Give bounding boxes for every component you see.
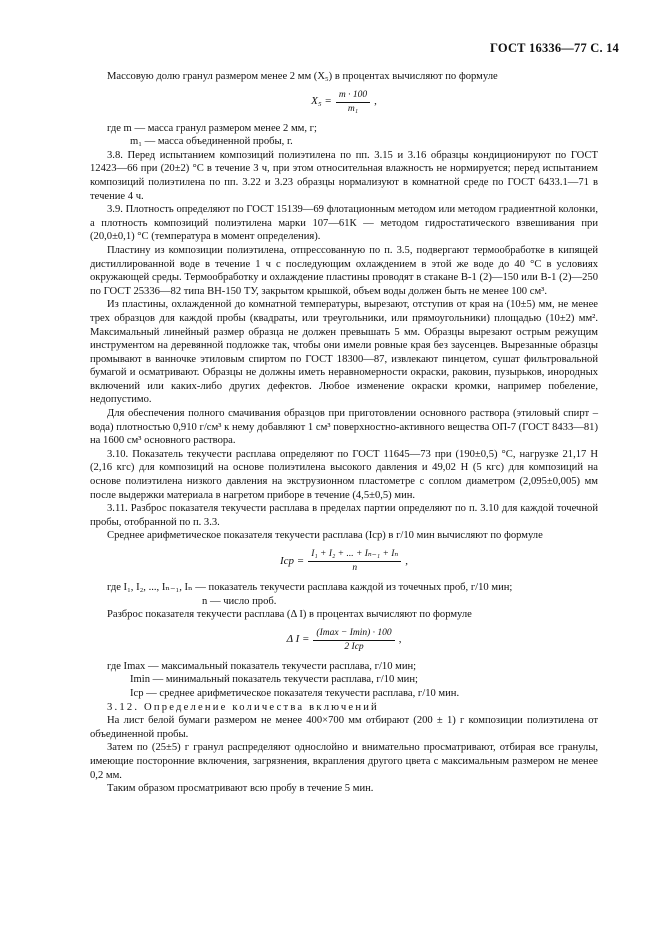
section-heading: 3.12. Определение количества включений <box>107 701 379 713</box>
numerator: I₁ + I₂ + ... + Iₙ₋₁ + Iₙ <box>308 549 401 562</box>
paragraph: Массовую долю гранул размером менее 2 мм (X₅) в процентах вычисляют по формуле <box>107 71 498 82</box>
paragraph: 3.8. Перед испытанием композиций полиэтилена по пп. 3.15 и 3.16 образцы кондиционируют по ГОСТ 12423—66 при (20±2) °С в течение 3 ч, при этом относительная влажность не нормируется; перед испытанием композиций полиэтилена по пп. 3.22 и 3.23 образцы нормализуют в комнатной среде по ГОСТ 6433.1—71 в течение 4 ч. <box>90 149 598 202</box>
paragraph: m₁ — масса объединенной пробы, г. <box>130 136 293 148</box>
formula-lhs: Δ I = <box>286 633 310 646</box>
paragraph: Затем по (25±5) г гранул распределяют однослойно и внимательно просматривают, отбирая все гранулы, имеющие посторонние включения, загрязнения, вкрапления другого цвета с максимальным размером не менее 0,2 мм. <box>90 742 598 781</box>
paragraph: где m — масса гранул размером менее 2 мм, г; <box>107 122 317 134</box>
paragraph: Пластину из композиции полиэтилена, отпрессованную по п. 3.5, подвергают термообработке в кипящей дистиллированной воде в течение 1 ч с последующим охлаждением в этой же воде до 40 °С в условиях окружающей среды. Термообработку и охлаждение пластины проводят в стакане В-1 (2)—150 или В-1 (2)—250 по ГОСТ 25336—82 типа ВН-150 ТУ, закрытом крышкой, объем воды должен быть не менее 100 см³. <box>90 244 598 297</box>
paragraph: На лист белой бумаги размером не менее 400×700 мм отбирают (200 ± 1) г композиции полиэтилена от объединенной пробы. <box>90 715 598 740</box>
paragraph: 3.9. Плотность определяют по ГОСТ 15139—69 флотационным методом или методом градиентной колонки, а плотность композиций полиэтилена марки 107—61К — методом гидростатического взвешивания при (20,0±0,1) °С (температура в момент определения). <box>90 204 598 243</box>
paragraph: где Imax — максимальный показатель текучести расплава, г/10 мин; <box>107 660 417 672</box>
numerator: m · 100 <box>336 90 370 103</box>
denominator: n <box>352 563 358 573</box>
denominator: 2 Iср <box>344 641 364 652</box>
formula-end: , <box>398 633 402 646</box>
formula-lhs: Iср = <box>279 554 305 567</box>
formula-flow-spread <box>90 628 598 653</box>
fraction <box>308 549 401 574</box>
fraction <box>336 90 370 115</box>
paragraph: n — число проб. <box>202 595 277 607</box>
formula-mean-flow <box>90 549 598 574</box>
paragraph: Таким образом просматривают всю пробу в течение 5 мин. <box>107 783 374 795</box>
denominator: m₁ <box>347 103 359 114</box>
page-header: ГОСТ 16336—77 С. 14 <box>490 41 619 55</box>
paragraph: 3.10. Показатель текучести расплава определяют по ГОСТ 11645—73 при (190±0,5) °С, нагрузке 21,17 Н (2,16 кгс) для композиций на основе полиэтилена высокого давления и 49,02 Н (5 кгс) для композиций на основе полиэтилена низкого давления на экструзионном пластометре с соплом диаметром (2,095±0,005) мм после выдержки материала в нагретом прибоpe в течение (4,5±0,5) мин. <box>90 448 598 501</box>
paragraph: где I₁, I₂, ..., Iₙ₋₁, Iₙ — показатель текучести расплава каждой из точечных проб, г/10 мин; <box>107 582 513 593</box>
formula-mass-fraction <box>90 90 598 115</box>
paragraph: Из пластины, охлажденной до комнатной температуры, вырезают, отступив от края на (10±5) мм, не менее трех образцов для каждой пробы (квадраты, или треугольники, или прямоугольники) площадью (10±2) мм². Максимальный линейный размер образца не должен превышать 5 мм. Образцы вырезают острым режущим инструментом на деревянной подложке так, чтобы они имели ровные края без заусенцев. Вырезанные образцы промывают в ванночке этиловым спиртом по ГОСТ 18300—87, извлекают пинцетом, сушат фильтровальной бумагой и осматривают. Образцы не должны иметь неравномерности окраски, раковин, пузырьков, инородных включений или каких-либо других дефектов. Любое изменение окраски кромки, например побеление, недопустимо. <box>90 299 598 406</box>
formula-end: , <box>405 554 408 567</box>
formula-lhs: X₅ = <box>311 95 332 108</box>
paragraph: Среднее арифметическое показателя текучести расплава (Iср) в г/10 мин вычисляют по формуле <box>107 530 543 542</box>
fraction <box>313 628 394 653</box>
paragraph: Iср — среднее арифметическое показателя текучести расплава, г/10 мин. <box>130 687 460 699</box>
paragraph: Разброс показателя текучести расплава (Δ I) в процентах вычисляют по формуле <box>107 609 472 621</box>
document-body <box>90 70 598 796</box>
formula-end: , <box>374 95 377 108</box>
paragraph: Для обеспечения полного смачивания образцов при приготовлении основного раствора (этиловый спирт – вода) плотностью 0,910 г/см³ к нему добавляют 1 см³ поверхностно-активного вещества ОП-7 (ГОСТ 8433—81) на 1600 см³ основного раствора. <box>90 408 598 447</box>
paragraph: 3.11. Разброс показателя текучести расплава в пределах партии определяют по п. 3.10 для каждой точечной пробы, отобранной по п. 3.3. <box>90 503 598 528</box>
paragraph: Imin — минимальный показатель текучести расплава, г/10 мин; <box>130 674 418 686</box>
numerator: (Imax − Imin) · 100 <box>313 628 394 641</box>
